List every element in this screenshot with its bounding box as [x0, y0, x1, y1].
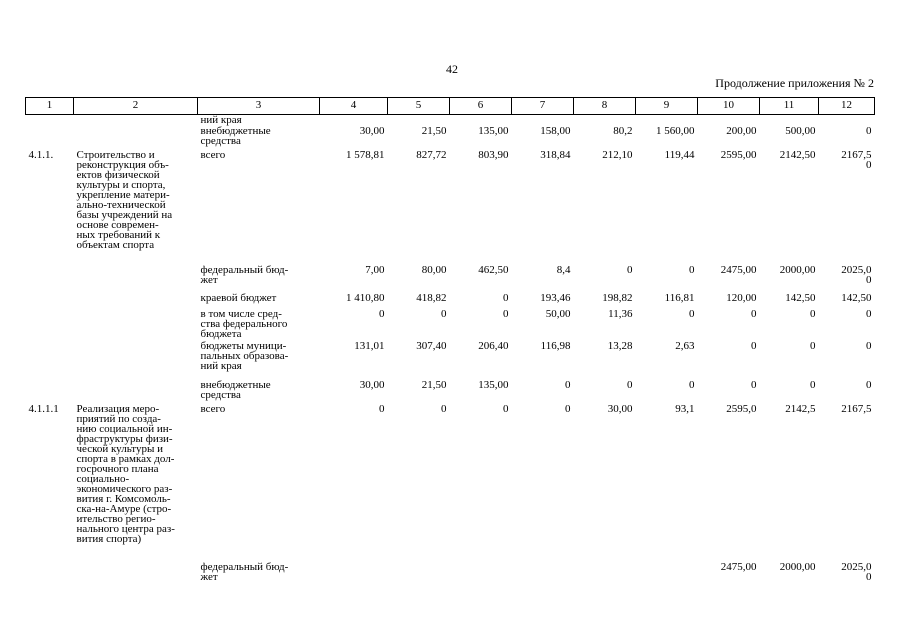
row-value-col-6: 135,00	[478, 378, 509, 391]
row-value-col-11: 2142,50	[779, 148, 816, 161]
table-row	[26, 562, 875, 592]
row-value-col-4: 0	[379, 307, 385, 320]
column-header-3: 3	[198, 98, 320, 115]
column-header-7: 7	[512, 98, 574, 115]
row-funding-source: федеральный бюд- жет	[200, 263, 289, 286]
row-value-col-7: 318,84	[540, 148, 571, 161]
column-header-12: 12	[819, 98, 875, 115]
column-header-11: 11	[760, 98, 819, 115]
row-activity-name	[74, 380, 198, 404]
row-value-col-10: 200,00	[726, 124, 757, 137]
row-funding-source: краевой бюджет	[200, 291, 277, 304]
row-value-col-9: 93,1	[675, 402, 695, 415]
row-value-col-11: 2142,5	[785, 402, 816, 415]
table-row	[26, 309, 875, 341]
row-funding-source: бюджеты муници- пальных образова- ний края	[200, 339, 289, 372]
row-value-col-5	[388, 115, 450, 126]
row-value-col-4: 0	[379, 402, 385, 415]
row-value-col-4	[320, 115, 388, 126]
row-value-col-10: 0	[751, 307, 757, 320]
row-value-col-10: 2475,00	[720, 560, 757, 573]
row-activity-name	[74, 265, 198, 293]
row-activity-name	[74, 562, 198, 592]
row-value-col-7: 50,00	[545, 307, 571, 320]
row-value-col-6: 0	[503, 291, 509, 304]
row-value-col-7: 193,46	[540, 291, 571, 304]
row-code	[26, 562, 74, 592]
row-activity-name	[74, 309, 198, 341]
row-value-col-7	[512, 562, 574, 592]
row-activity-name	[74, 293, 198, 309]
row-value-col-12: 2167,5 0	[841, 148, 872, 171]
table-row	[26, 115, 875, 126]
row-code	[26, 265, 74, 293]
row-value-col-4: 7,00	[365, 263, 385, 276]
row-activity-name	[74, 115, 198, 126]
table-row	[26, 265, 875, 293]
row-code	[26, 293, 74, 309]
row-value-col-6	[450, 115, 512, 126]
column-header-10: 10	[698, 98, 760, 115]
row-value-col-6: 462,50	[478, 263, 509, 276]
row-value-col-9: 0	[689, 263, 695, 276]
row-value-col-6: 0	[503, 307, 509, 320]
row-value-col-8	[574, 115, 636, 126]
row-value-col-5: 418,82	[416, 291, 447, 304]
column-header-5: 5	[388, 98, 450, 115]
row-value-col-5: 0	[441, 402, 447, 415]
row-value-col-11: 0	[810, 339, 816, 352]
row-funding-source: федеральный бюд- жет	[200, 560, 289, 583]
row-value-col-10: 120,00	[726, 291, 757, 304]
appendix-continuation-note: Продолжение приложения № 2	[715, 76, 874, 90]
row-value-col-8: 0	[627, 378, 633, 391]
row-value-col-6: 803,90	[478, 148, 509, 161]
row-code: 4.1.1.	[28, 148, 54, 161]
row-value-col-12: 0	[866, 339, 872, 352]
row-value-col-11: 142,50	[785, 291, 816, 304]
table-row	[26, 126, 875, 150]
row-value-col-9: 1 560,00	[656, 124, 695, 137]
column-header-1: 1	[26, 98, 74, 115]
row-value-col-7: 0	[565, 402, 571, 415]
row-value-col-9: 119,44	[664, 148, 695, 161]
row-value-col-10: 0	[751, 378, 757, 391]
row-value-col-7: 158,00	[540, 124, 571, 137]
row-value-col-8: 0	[627, 263, 633, 276]
row-value-col-8: 212,10	[602, 148, 633, 161]
row-code	[26, 380, 74, 404]
row-code	[26, 115, 74, 126]
row-value-col-8: 80,2	[613, 124, 633, 137]
row-funding-source: всего	[200, 148, 226, 161]
row-value-col-5: 0	[441, 307, 447, 320]
row-funding-source: внебюджетные средства	[200, 378, 271, 401]
row-value-col-12: 0	[866, 124, 872, 137]
row-value-col-10: 2595,0	[726, 402, 757, 415]
row-funding-source: всего	[200, 402, 226, 415]
row-value-col-12: 142,50	[841, 291, 872, 304]
row-value-col-6: 0	[503, 402, 509, 415]
row-value-col-8	[574, 562, 636, 592]
column-header-9: 9	[636, 98, 698, 115]
row-value-col-9: 0	[689, 378, 695, 391]
column-header-6: 6	[450, 98, 512, 115]
row-value-col-9: 2,63	[675, 339, 695, 352]
row-value-col-8: 11,36	[608, 307, 633, 320]
row-value-col-5: 827,72	[416, 148, 447, 161]
column-header-4: 4	[320, 98, 388, 115]
row-value-col-10: 2475,00	[720, 263, 757, 276]
row-value-col-10	[698, 115, 760, 126]
row-value-col-12: 0	[866, 307, 872, 320]
row-activity-name	[74, 341, 198, 380]
column-header-8: 8	[574, 98, 636, 115]
row-value-col-11: 2000,00	[779, 560, 816, 573]
row-value-col-4	[320, 562, 388, 592]
row-value-col-4: 1 410,80	[346, 291, 385, 304]
row-code	[26, 309, 74, 341]
row-value-col-11: 2000,00	[779, 263, 816, 276]
row-value-col-6: 206,40	[478, 339, 509, 352]
row-value-col-8: 30,00	[607, 402, 633, 415]
row-code: 4.1.1.1	[28, 402, 59, 415]
row-value-col-5: 80,00	[421, 263, 447, 276]
row-value-col-5	[388, 562, 450, 592]
row-code	[26, 341, 74, 380]
row-value-col-6: 135,00	[478, 124, 509, 137]
row-value-col-7: 0	[565, 378, 571, 391]
row-activity-name: Реализация меро- приятий по созда- нию социальной ин- фраструктуры физи- ческой культуры и спорта в рамках дол- госрочного плана социально- экономического раз- вития г. Комсомоль- ска-на-Амуре (стро- ительство регио- нального центра раз- вития спорта)	[76, 402, 175, 545]
row-value-col-8: 198,82	[602, 291, 633, 304]
row-value-col-4: 131,01	[354, 339, 385, 352]
row-value-col-7: 116,98	[540, 339, 571, 352]
row-value-col-9	[636, 562, 698, 592]
row-value-col-7	[512, 115, 574, 126]
row-value-col-4: 30,00	[359, 378, 385, 391]
row-value-col-10: 2595,00	[720, 148, 757, 161]
row-funding-source: внебюджетные средства	[200, 124, 271, 147]
row-value-col-5: 307,40	[416, 339, 447, 352]
row-code	[26, 126, 74, 150]
table-row	[26, 341, 875, 380]
row-value-col-5: 21,50	[421, 378, 447, 391]
table-row	[26, 380, 875, 404]
row-value-col-11: 500,00	[785, 124, 816, 137]
row-value-col-10: 0	[751, 339, 757, 352]
row-value-col-5: 21,50	[421, 124, 447, 137]
row-value-col-8: 13,28	[607, 339, 633, 352]
row-value-col-9	[636, 115, 698, 126]
row-value-col-12: 2025,0 0	[841, 560, 872, 583]
column-header-2: 2	[74, 98, 198, 115]
row-value-col-9: 116,81	[664, 291, 695, 304]
row-value-col-4: 30,00	[359, 124, 385, 137]
row-value-col-12: 2167,5	[841, 402, 872, 415]
row-activity-name	[74, 126, 198, 150]
row-value-col-12	[819, 115, 875, 126]
page-number: 42	[446, 62, 458, 76]
table-row	[26, 150, 875, 265]
row-value-col-11: 0	[810, 307, 816, 320]
row-value-col-7: 8,4	[556, 263, 571, 276]
table-row	[26, 293, 875, 309]
row-funding-source: ний края	[200, 114, 242, 126]
row-value-col-4: 1 578,81	[346, 148, 385, 161]
table-header-row	[26, 98, 875, 115]
table-body	[26, 115, 875, 592]
row-value-col-12: 0	[866, 378, 872, 391]
row-funding-source: в том числе сред- ства федерального бюджета	[200, 307, 288, 340]
table-row	[26, 404, 875, 562]
row-value-col-11: 0	[810, 378, 816, 391]
row-value-col-6	[450, 562, 512, 592]
budget-table	[25, 97, 875, 592]
row-value-col-12: 2025,0 0	[841, 263, 872, 286]
row-activity-name: Строительство и реконструкция объ- ектов физической культуры и спорта, укрепление матери- ально-технической базы учреждений на основе современ- ных требований к объектам спорта	[76, 148, 173, 251]
row-value-col-9: 0	[689, 307, 695, 320]
row-value-col-11	[760, 115, 819, 126]
